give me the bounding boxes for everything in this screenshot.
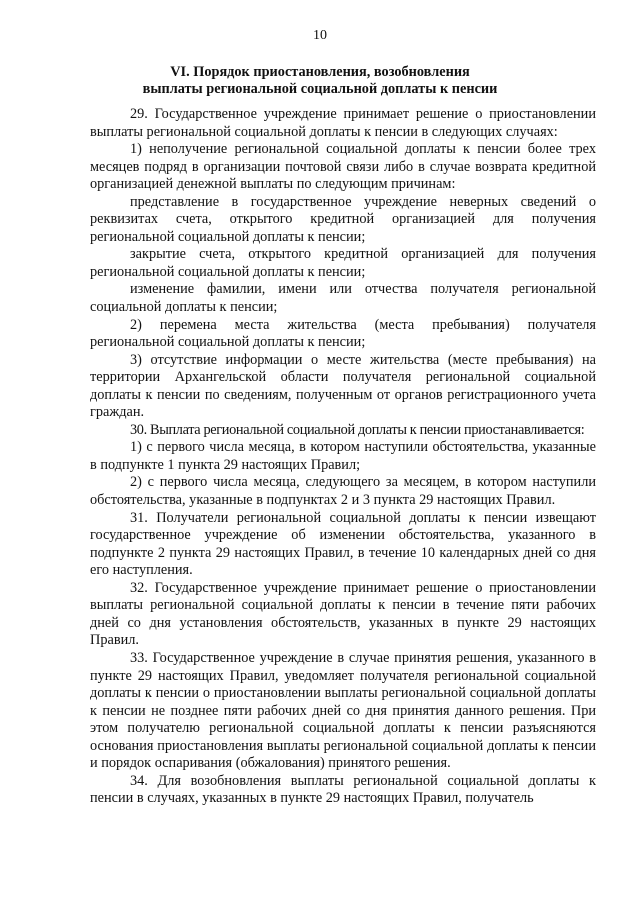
paragraph-34: 34. Для возобновления выплаты региональной социальной доплаты к пенсии в случаях, указанных в пункте 29 настоящих Правил, получатель xyxy=(90,772,596,807)
paragraph-29-reason-3: изменение фамилии, имени или отчества получателя региональной социальной доплаты к пенсии; xyxy=(90,281,596,316)
paragraph-29-reason-2: закрытие счета, открытого кредитной организацией для получения региональной социальной доплаты к пенсии; xyxy=(90,246,596,280)
paragraph-29-reason-1: представление в государственное учреждение неверных сведений о реквизитах счета, открытого кредитной организацией для получения региональной социальной доплаты к пенсии; xyxy=(90,193,596,245)
paragraph-30: 30. Выплата региональной социальной доплаты к пенсии приостанавливается: xyxy=(130,421,585,438)
section-heading-line-1: VI. Порядок приостановления, возобновления xyxy=(170,64,470,80)
document-body xyxy=(90,106,596,808)
paragraph-29: 29. Государственное учреждение принимает решение о приостановлении выплаты региональной социальной доплаты к пенсии в следующих случаях: xyxy=(90,106,596,140)
paragraph-29-item-1: 1) неполучение региональной социальной доплаты к пенсии более трех месяцев подряд в организации почтовой связи либо в случае возврата кредитной организацией денежной выплаты по следующим причинам: xyxy=(90,141,596,193)
paragraph-33: 33. Государственное учреждение в случае принятия решения, указанного в пункте 29 настоящих Правил, уведомляет получателя региональной социальной доплаты к пенсии о приостановлении выплаты региональной социальной доплаты к пенсии не позднее пяти рабочих дней со дня принятия данного решения. При этом получателю региональной социальной доплаты к пенсии разъясняются основания приостановления выплаты региональной социальной доплаты к пенсии и порядок оспаривания (обжалования) принятого решения. xyxy=(90,649,596,772)
paragraph-29-item-3: 3) отсутствие информации о месте жительства (месте пребывания) на территории Архангельской области получателя региональной социальной доплаты к пенсии по сведениям, полученным от органов регистрационного учета граждан. xyxy=(90,351,596,421)
paragraph-30-item-1: 1) с первого числа месяца, в котором наступили обстоятельства, указанные в подпункте 1 пункта 29 настоящих Правил; xyxy=(90,439,596,473)
page-number: 10 xyxy=(313,28,327,43)
section-heading xyxy=(90,64,550,98)
paragraph-31: 31. Получатели региональной социальной доплаты к пенсии извещают государственное учреждение об изменении обстоятельства, указанного в подпункте 2 пункта 29 настоящих Правил, в течение 10 календарных дней со дня его наступления. xyxy=(90,509,596,579)
section-heading-line-2: выплаты региональной социальной доплаты к пенсии xyxy=(142,81,498,97)
paragraph-29-item-2: 2) перемена места жительства (места пребывания) получателя региональной социальной доплаты к пенсии; xyxy=(90,316,596,351)
paragraph-32: 32. Государственное учреждение принимает решение о приостановлении выплаты региональной социальной доплаты к пенсии в течение пяти рабочих дней со дня установления обстоятельств, указанных в пункте 29 настоящих Правил. xyxy=(90,579,596,649)
paragraph-30-item-2: 2) с первого числа месяца, следующего за месяцем, в котором наступили обстоятельства, указанные в подпунктах 2 и 3 пункта 29 настоящих Правил. xyxy=(90,474,596,509)
